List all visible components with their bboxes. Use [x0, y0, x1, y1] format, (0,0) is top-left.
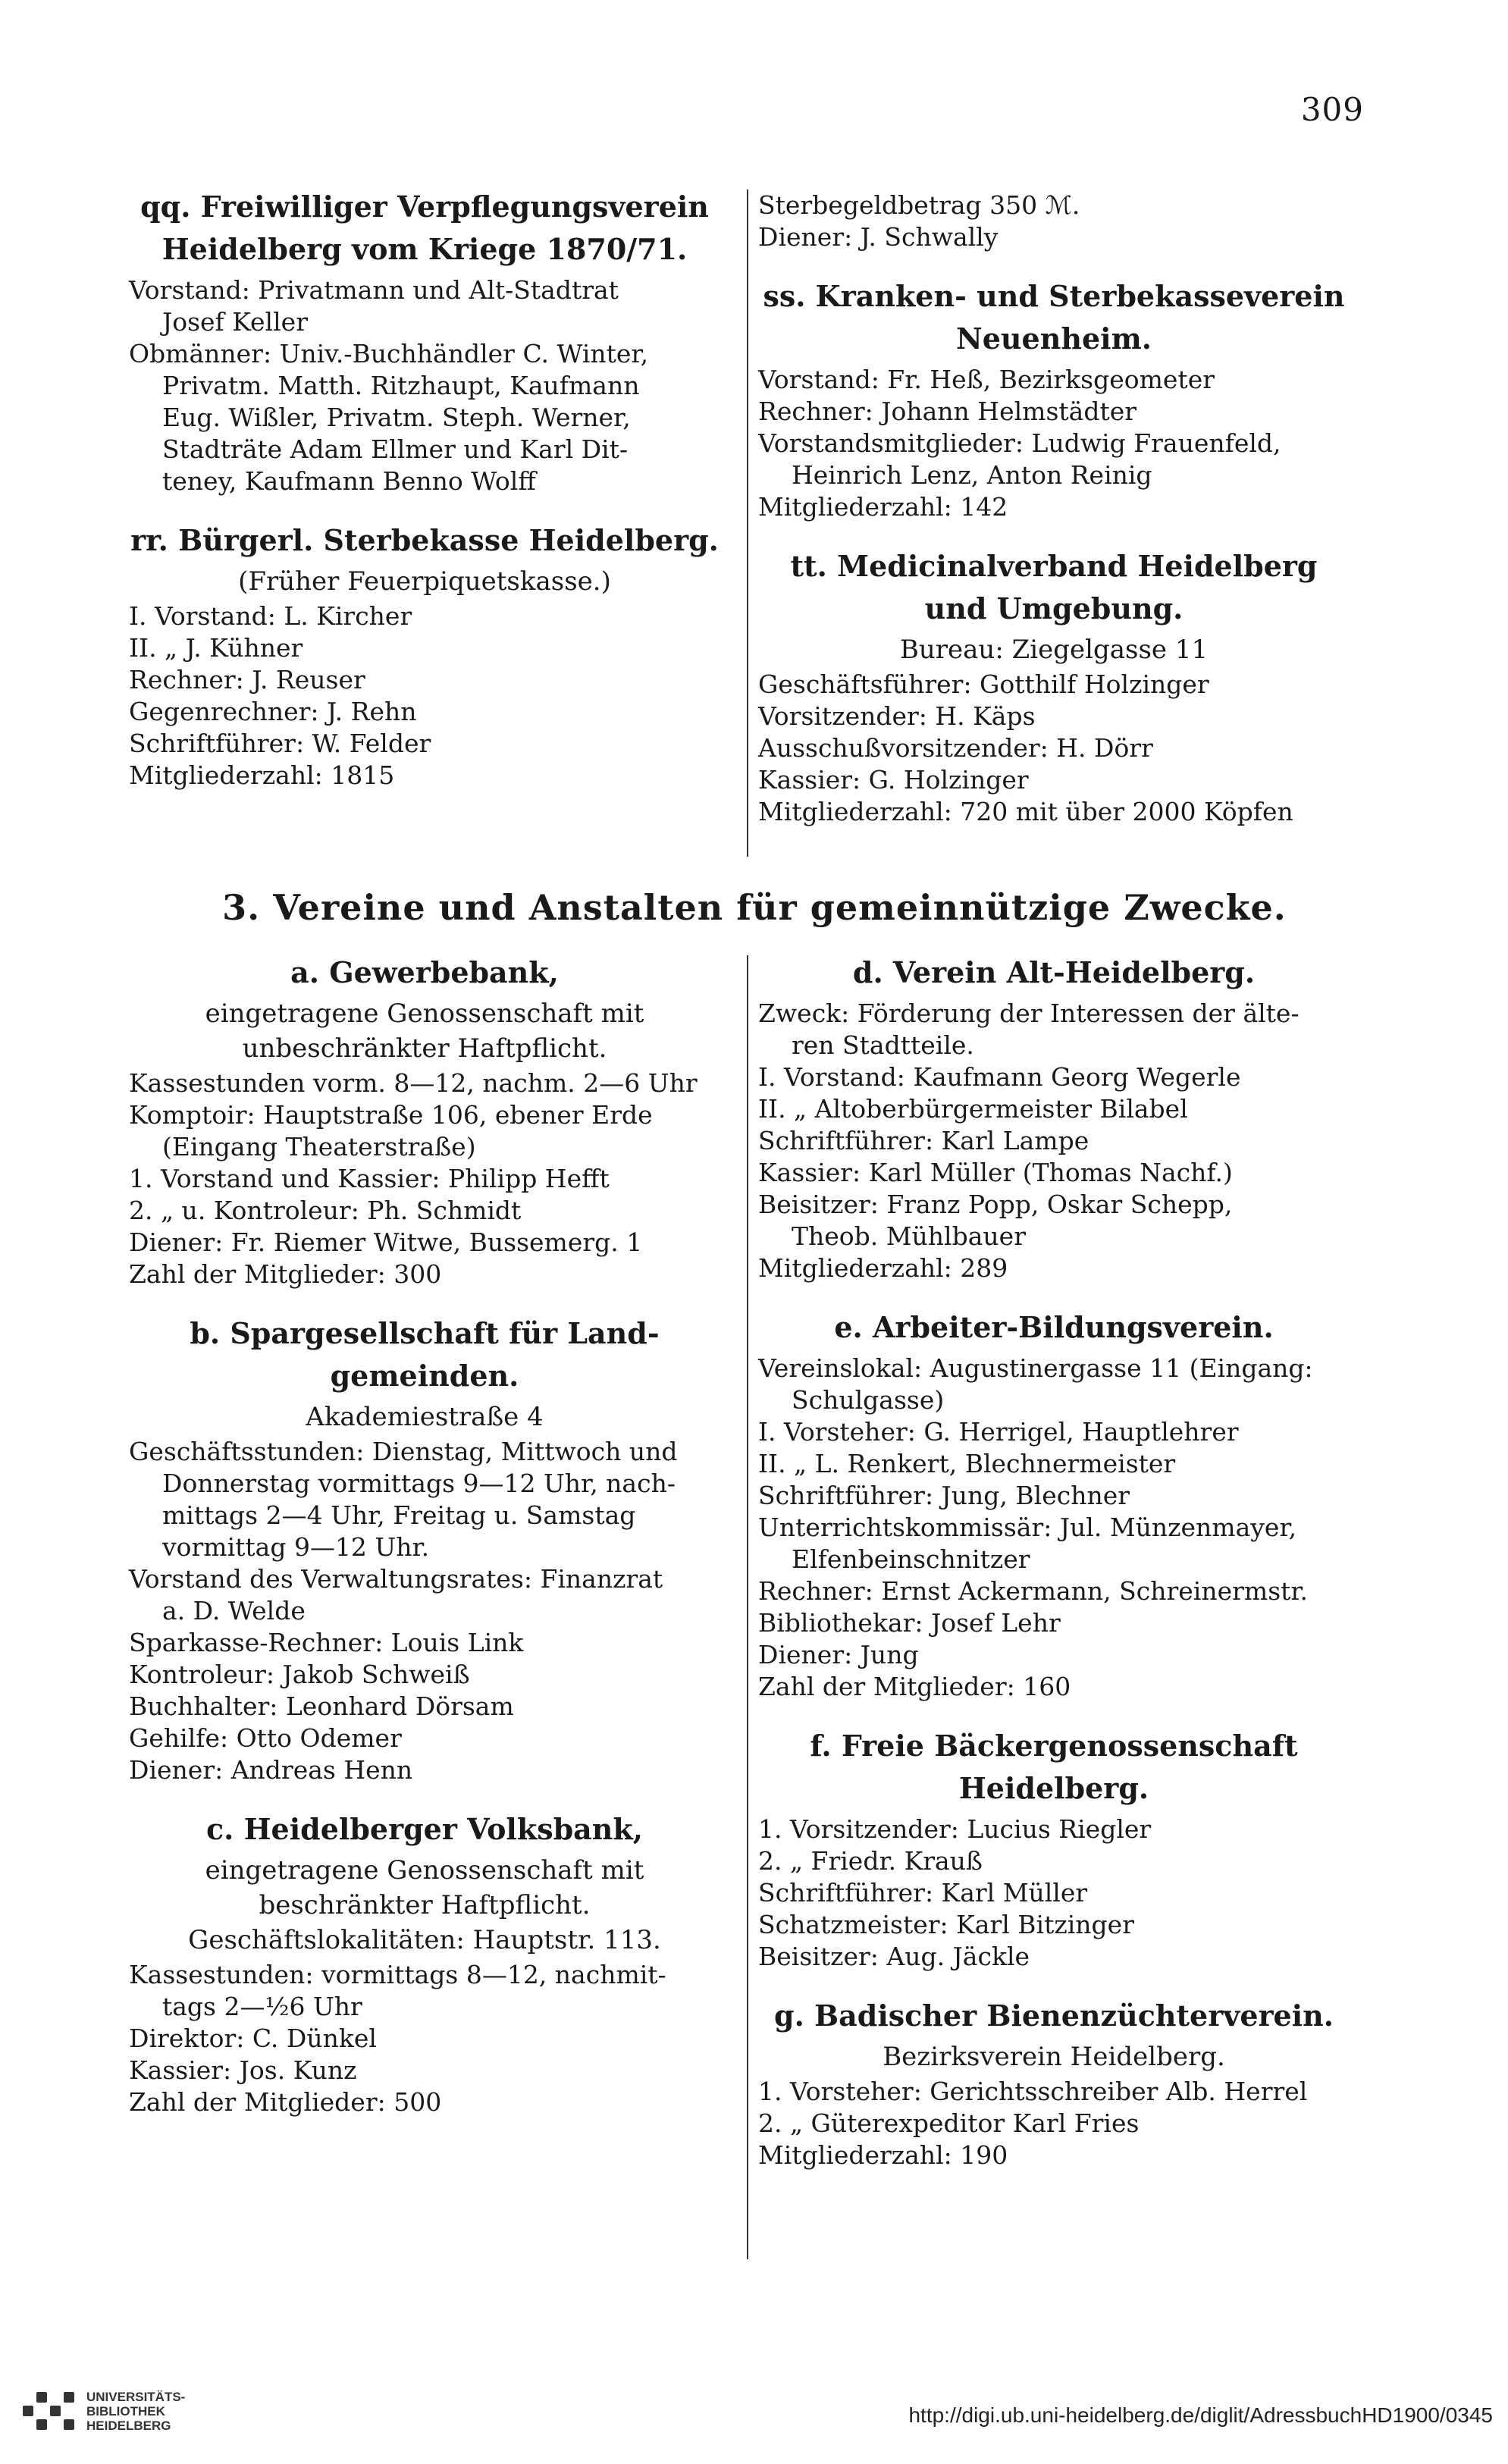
logo-line: BIBLIOTHEK — [86, 2403, 165, 2419]
entry-title: rr. Bürgerl. Sterbekasse Heidelberg. — [130, 523, 719, 557]
entry-line: 2. „ u. Kontroleur: Ph. Schmidt — [129, 1196, 522, 1225]
entry-line: 1. Vorsitzender: Lucius Riegler — [758, 1814, 1152, 1844]
entry-line: I. Vorstand: L. Kircher — [129, 601, 412, 631]
entry-line: Eug. Wißler, Privatm. Steph. Werner, — [162, 403, 631, 432]
entry-line: Diener: Andreas Henn — [129, 1755, 413, 1785]
entry-line: Zahl der Mitglieder: 300 — [129, 1259, 442, 1289]
entry-line: vormittag 9—12 Uhr. — [162, 1532, 430, 1562]
entry-subtitle: eingetragene Genossenschaft mit — [205, 1855, 644, 1886]
entry-line: II. „ L. Renkert, Blechnermeister — [758, 1449, 1176, 1478]
directory-entry — [129, 190, 720, 497]
entry-line: Vorstandsmitglieder: Ludwig Frauenfeld, — [758, 428, 1281, 458]
directory-entry — [758, 1998, 1350, 2171]
right-column-top — [758, 190, 1350, 854]
entry-line: Vorstand: Fr. Heß, Bezirksgeometer — [758, 365, 1215, 394]
directory-entry — [129, 955, 720, 1290]
library-logo-text — [86, 2390, 185, 2433]
entry-line: Geschäftsführer: Gotthilf Holzinger — [758, 669, 1209, 699]
entry-line: Zweck: Förderung der Interessen der älte- — [758, 998, 1300, 1028]
entry-line: (Eingang Theaterstraße) — [162, 1132, 476, 1161]
entry-line: Beisitzer: Aug. Jäckle — [758, 1942, 1030, 1971]
entry-title: und Umgebung. — [924, 591, 1184, 625]
entry-line: Geschäftsstunden: Dienstag, Mittwoch und — [129, 1437, 678, 1466]
entry-line: Obmänner: Univ.-Buchhändler C. Winter, — [129, 339, 649, 368]
directory-entry — [129, 1316, 720, 1786]
entry-line: Vereinslokal: Augustinergasse 11 (Eingang: — [758, 1353, 1313, 1383]
entry-line: Sterbegeldbetrag 350 ℳ. — [758, 190, 1080, 220]
logo-line: HEIDELBERG — [86, 2418, 171, 2433]
entry-line: Ausschußvorsitzender: H. Dörr — [758, 733, 1153, 763]
entry-title: b. Spargesellschaft für Land- — [190, 1316, 660, 1350]
left-column-top — [129, 190, 720, 817]
directory-entry — [758, 1310, 1350, 1703]
entry-title: e. Arbeiter-Bildungsverein. — [834, 1310, 1274, 1344]
entry-title: g. Badischer Bienenzüchterverein. — [774, 1998, 1334, 2033]
entry-line: Vorstand: Privatmann und Alt-Stadtrat — [129, 275, 619, 305]
section-title: 3. Vereine und Anstalten für gemeinnützige Zwecke. — [222, 887, 1287, 928]
library-logo-mark-icon — [23, 2384, 76, 2437]
entry-line: Beisitzer: Franz Popp, Oskar Schepp, — [758, 1190, 1233, 1219]
entry-line: Mitgliederzahl: 190 — [758, 2140, 1008, 2170]
entry-line: Josef Keller — [162, 307, 308, 337]
entry-line: Diener: J. Schwally — [758, 222, 999, 252]
entry-title: c. Heidelberger Volksbank, — [206, 1812, 643, 1846]
entry-line: Schriftführer: Jung, Blechner — [758, 1481, 1130, 1510]
entry-line: Kassier: Karl Müller (Thomas Nachf.) — [758, 1158, 1233, 1187]
entry-title: gemeinden. — [330, 1359, 519, 1393]
entry-line: I. Vorstand: Kaufmann Georg Wegerle — [758, 1062, 1241, 1092]
column-divider-bottom — [747, 955, 748, 2259]
entry-line: Stadträte Adam Ellmer und Karl Dit- — [162, 434, 629, 464]
entry-line: Kassestunden: vormittags 8—12, nachmit- — [129, 1960, 666, 1989]
directory-entry — [758, 1729, 1350, 1973]
entry-line: Diener: Jung — [758, 1640, 919, 1669]
entry-line: Kontroleur: Jakob Schweiß — [129, 1660, 470, 1689]
entry-line: Buchhalter: Leonhard Dörsam — [129, 1691, 514, 1721]
entry-line: Direktor: C. Dünkel — [129, 2024, 377, 2053]
entry-title: a. Gewerbebank, — [290, 955, 559, 989]
entry-line: Gegenrechner: J. Rehn — [129, 697, 417, 726]
entry-line: Rechner: Ernst Ackermann, Schreinermstr. — [758, 1576, 1309, 1606]
entry-line: I. Vorsteher: G. Herrigel, Hauptlehrer — [758, 1417, 1239, 1447]
page-number: 309 — [1300, 91, 1364, 128]
entry-subtitle: eingetragene Genossenschaft mit — [205, 998, 644, 1029]
right-column-bottom — [758, 955, 1350, 2197]
entry-line: Schriftführer: W. Felder — [129, 729, 431, 758]
entry-subtitle: unbeschränkter Haftpflicht. — [242, 1033, 607, 1064]
library-logo — [23, 2384, 185, 2437]
entry-subtitle: beschränkter Haftpflicht. — [259, 1890, 591, 1920]
entry-subtitle: Bezirksverein Heidelberg. — [883, 2042, 1225, 2072]
source-url-link[interactable]: http://digi.ub.uni-heidelberg.de/diglit/AdressbuchHD1900/0345 — [908, 2403, 1493, 2427]
entry-line: Mitgliederzahl: 1815 — [129, 760, 395, 790]
entry-line: Privatm. Matth. Ritzhaupt, Kaufmann — [162, 371, 640, 400]
entry-line: Kassier: Jos. Kunz — [129, 2055, 357, 2085]
entry-line: Komptoir: Hauptstraße 106, ebener Erde — [129, 1100, 653, 1130]
entry-line: Heinrich Lenz, Anton Reinig — [792, 460, 1152, 490]
entry-subtitle: Bureau: Ziegelgasse 11 — [899, 635, 1209, 665]
entry-line: a. D. Welde — [162, 1596, 306, 1625]
directory-entry — [129, 1812, 720, 2118]
entry-line: 1. Vorstand und Kassier: Philipp Hefft — [129, 1164, 610, 1193]
left-column-bottom — [129, 955, 720, 2144]
entry-line: Schatzmeister: Karl Bitzinger — [758, 1910, 1134, 1939]
entry-line: Zahl der Mitglieder: 500 — [129, 2087, 442, 2117]
directory-entry — [129, 523, 720, 792]
entry-line: II. „ Altoberbürgermeister Bilabel — [758, 1094, 1188, 1124]
entry-title: Heidelberg vom Kriege 1870/71. — [161, 232, 688, 266]
directory-entry — [758, 549, 1350, 828]
entry-title: ss. Kranken- und Sterbekasseverein — [763, 279, 1345, 313]
entry-line: Schulgasse) — [792, 1385, 945, 1415]
entry-title: Heidelberg. — [958, 1771, 1149, 1805]
entry-line: Rechner: J. Reuser — [129, 665, 365, 694]
entry-line: Bibliothekar: Josef Lehr — [758, 1608, 1061, 1638]
entry-line: 2. „ Güterexpeditor Karl Fries — [758, 2108, 1140, 2138]
entry-line: Mitgliederzahl: 720 mit über 2000 Köpfen — [758, 797, 1293, 826]
entry-line: Theob. Mühlbauer — [792, 1221, 1026, 1251]
entry-title: tt. Medicinalverband Heidelberg — [790, 549, 1318, 583]
entry-line: Donnerstag vormittags 9—12 Uhr, nach- — [162, 1469, 676, 1498]
entry-line: Diener: Fr. Riemer Witwe, Bussemerg. 1 — [129, 1227, 643, 1257]
entry-line: Sparkasse-Rechner: Louis Link — [129, 1628, 524, 1657]
entry-subtitle: (Früher Feuerpiquetskasse.) — [238, 566, 611, 597]
entry-line: Unterrichtskommissär: Jul. Münzenmayer, — [758, 1513, 1297, 1542]
entry-subtitle: Akademiestraße 4 — [306, 1402, 544, 1432]
entry-line: Gehilfe: Otto Odemer — [129, 1723, 402, 1753]
entry-line: teney, Kaufmann Benno Wolff — [162, 466, 536, 496]
entry-line: II. „ J. Kühner — [129, 633, 303, 663]
entry-title: qq. Freiwilliger Verpflegungsverein — [140, 190, 709, 224]
column-divider-top — [747, 190, 748, 857]
entry-line: 2. „ Friedr. Krauß — [758, 1846, 983, 1876]
entry-line: Schriftführer: Karl Müller — [758, 1878, 1088, 1908]
entry-line: Schriftführer: Karl Lampe — [758, 1126, 1089, 1155]
directory-entry — [758, 279, 1350, 523]
entry-line: 1. Vorsteher: Gerichtsschreiber Alb. Herrel — [758, 2077, 1308, 2106]
entry-line: mittags 2—4 Uhr, Freitag u. Samstag — [162, 1500, 636, 1530]
entry-line: Kassestunden vorm. 8—12, nachm. 2—6 Uhr — [129, 1068, 698, 1098]
entry-line: Mitgliederzahl: 289 — [758, 1253, 1008, 1283]
entry-title: d. Verein Alt-Heidelberg. — [852, 955, 1256, 989]
entry-line: Zahl der Mitglieder: 160 — [758, 1672, 1071, 1701]
entry-title: Neuenheim. — [955, 321, 1152, 356]
directory-entry — [758, 190, 1350, 253]
entry-line: ren Stadtteile. — [792, 1030, 974, 1060]
entry-line: Rechner: Johann Helmstädter — [758, 397, 1137, 426]
entry-line: tags 2—½6 Uhr — [162, 1992, 362, 2021]
entry-line: Elfenbeinschnitzer — [792, 1544, 1030, 1574]
logo-line: UNIVERSITÄTS- — [86, 2389, 186, 2404]
entry-line: Kassier: G. Holzinger — [758, 765, 1029, 795]
directory-entry — [758, 955, 1350, 1284]
entry-line: Mitgliederzahl: 142 — [758, 492, 1008, 522]
entry-title: f. Freie Bäckergenossenschaft — [810, 1729, 1298, 1763]
entry-line: Vorsitzender: H. Käps — [758, 701, 1036, 731]
entry-line: Vorstand des Verwaltungsrates: Finanzrat — [129, 1564, 663, 1594]
entry-subtitle: Geschäftslokalitäten: Hauptstr. 113. — [188, 1925, 661, 1955]
